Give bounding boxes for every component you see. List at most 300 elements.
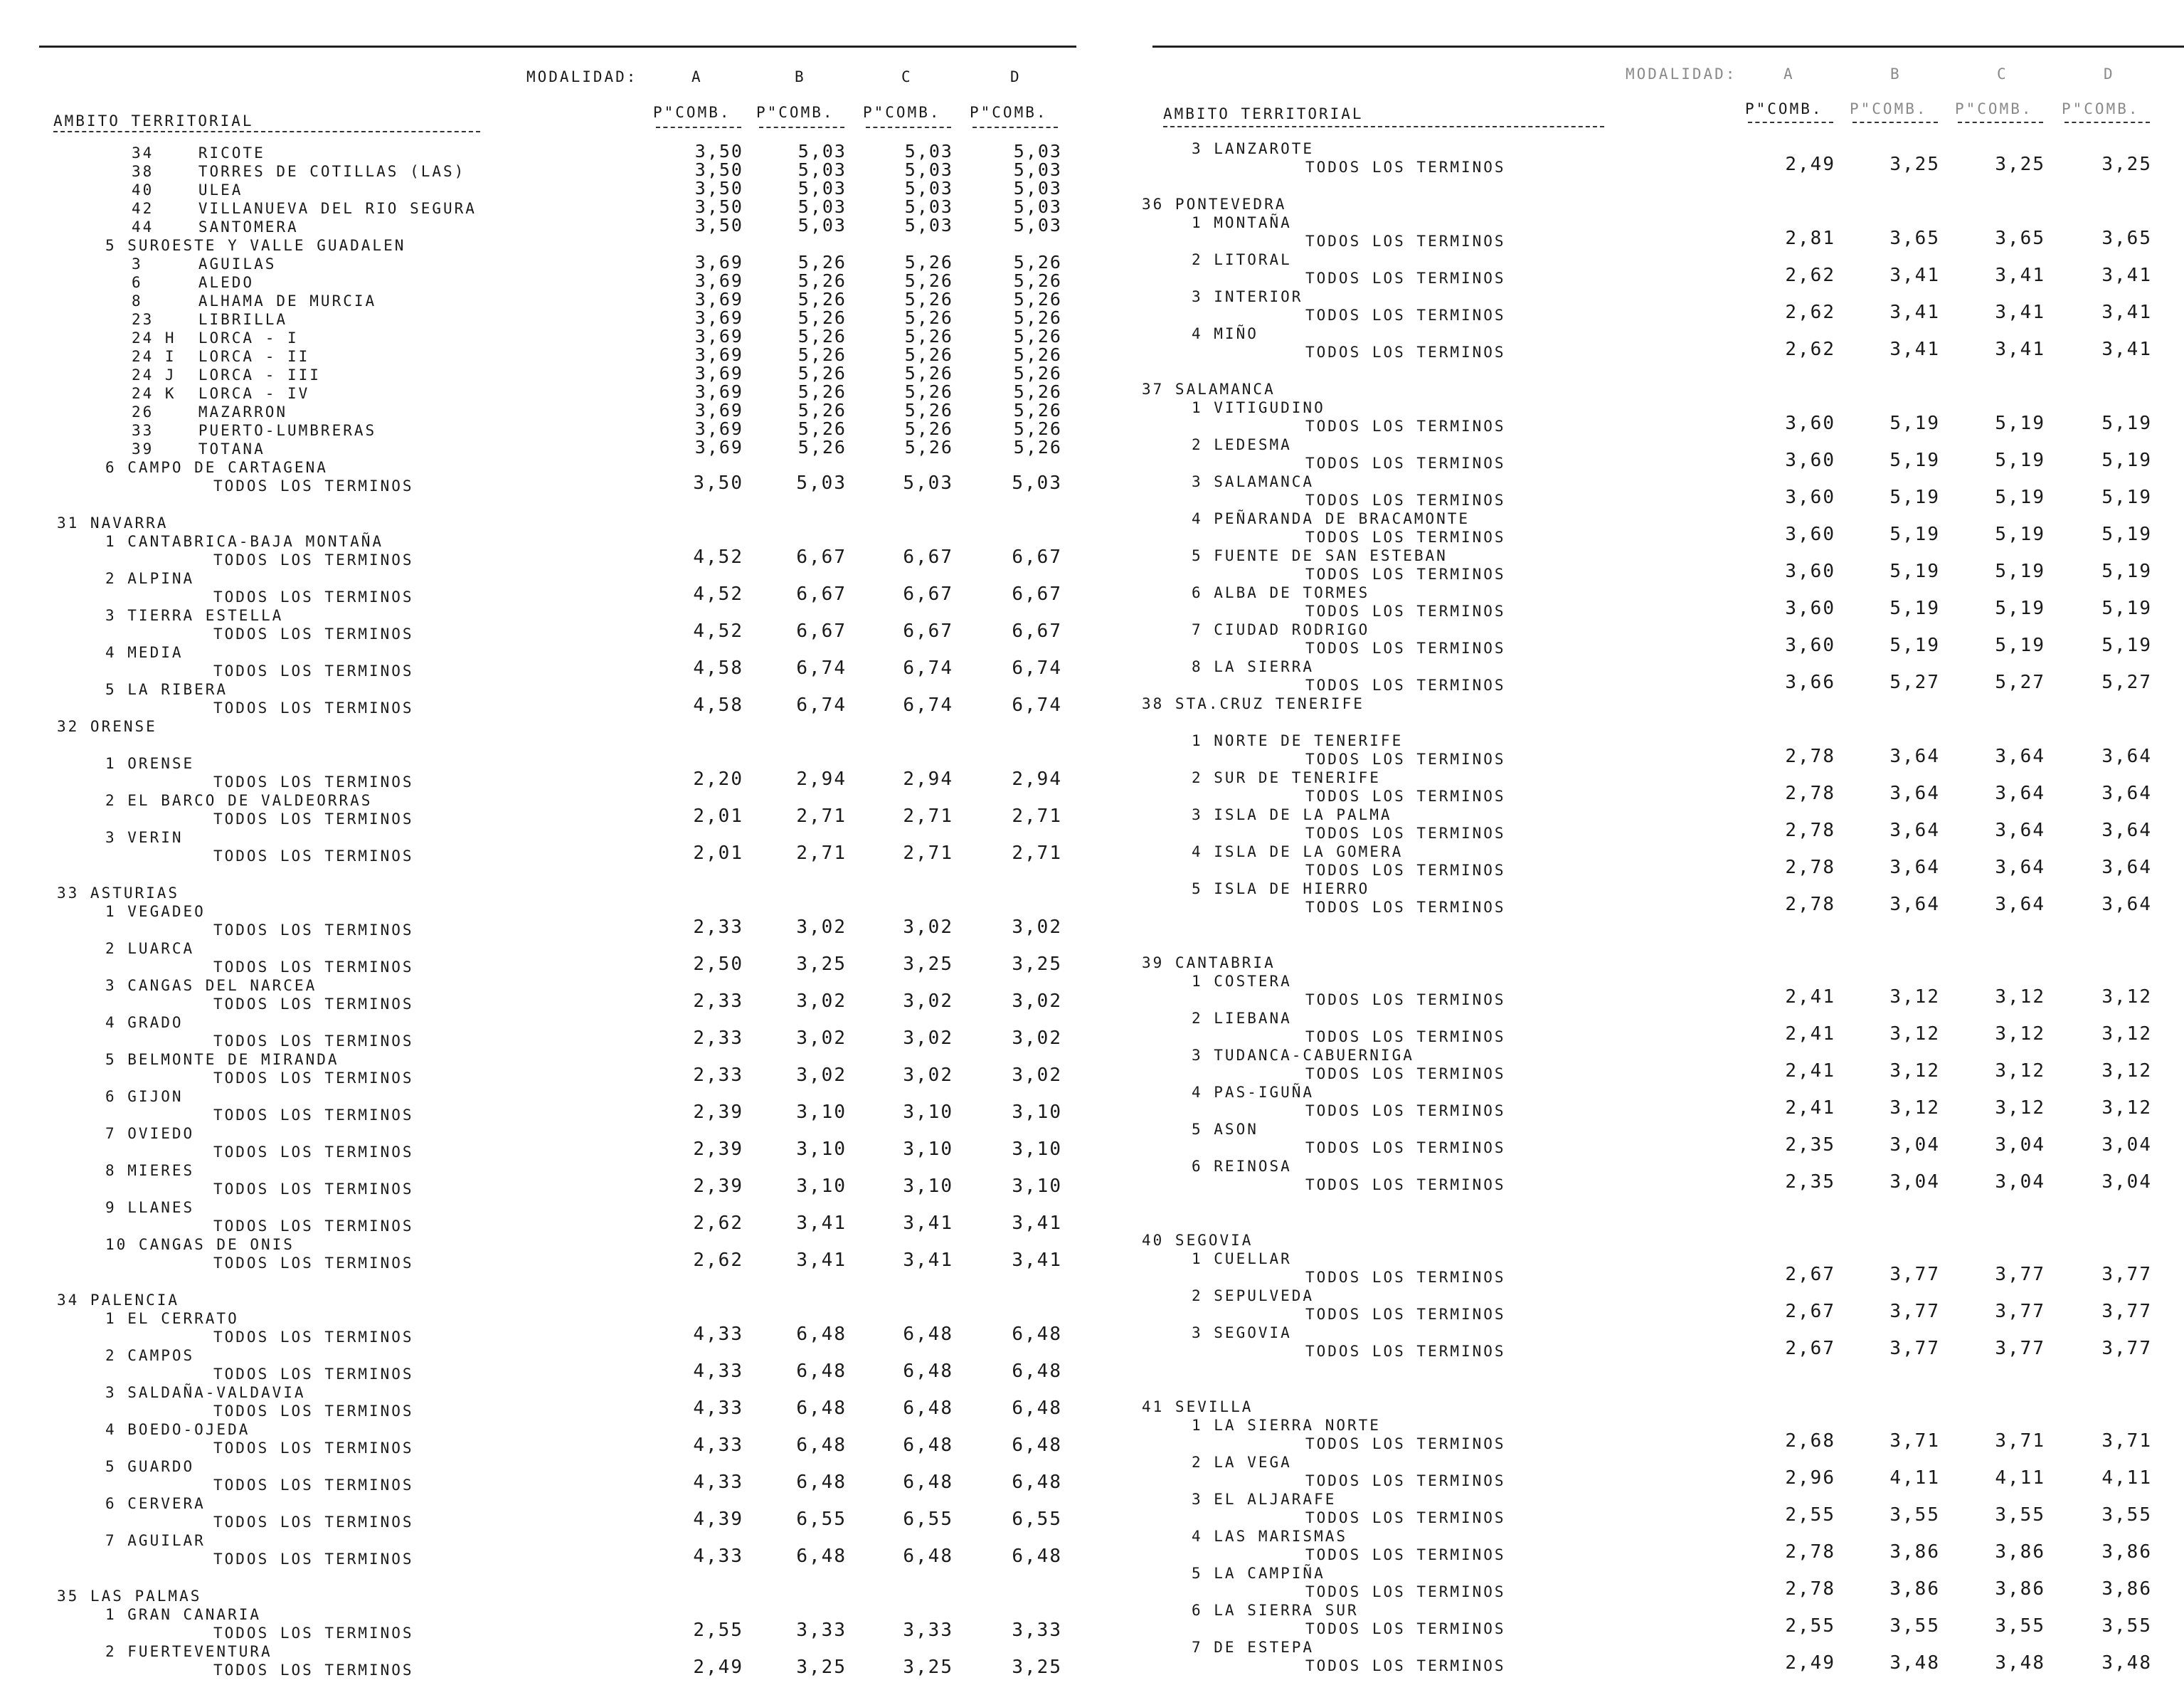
value-d: 5,19: [2101, 487, 2152, 508]
value-c: 6,48: [903, 1435, 953, 1456]
comarca-heading-label: 10 CANGAS DE ONIS: [105, 1236, 295, 1253]
todos-terminos-row-label: TODOS LOS TERMINOS: [1305, 307, 1506, 324]
value-c: 5,03: [904, 141, 953, 162]
column-header-a: P"COMB.: [653, 104, 731, 121]
comarca-heading-label: 3 LANZAROTE: [1192, 140, 1315, 157]
comarca-heading-label: 1 MONTAÑA: [1192, 214, 1292, 231]
value-d: 5,03: [1013, 178, 1062, 199]
column-letter-a: A: [1783, 65, 1795, 83]
value-d: 6,67: [1012, 546, 1062, 568]
comarca-heading-label: 4 PAS-IGUÑA: [1192, 1084, 1315, 1101]
value-d: 6,48: [1012, 1361, 1062, 1382]
value-a: 3,69: [694, 344, 743, 365]
comarca-heading-label: 5 LA CAMPIÑA: [1192, 1565, 1325, 1582]
value-c: 3,10: [903, 1176, 953, 1197]
todos-terminos-row-label: TODOS LOS TERMINOS: [1305, 1102, 1506, 1119]
value-a: 2,67: [1785, 1301, 1835, 1322]
comarca-heading-label: 7 OVIEDO: [105, 1125, 195, 1142]
todos-terminos-row-label: TODOS LOS TERMINOS: [1305, 603, 1506, 620]
value-d: 5,19: [2101, 635, 2152, 656]
column-letter-d: D: [2104, 65, 2115, 83]
todos-terminos-row-label: TODOS LOS TERMINOS: [213, 1144, 414, 1161]
value-d: 6,48: [1012, 1472, 1062, 1493]
todos-terminos-row-label: TODOS LOS TERMINOS: [1305, 640, 1506, 657]
ambito-label: AMBITO TERRITORIAL: [1163, 105, 1364, 122]
value-b: 3,10: [796, 1102, 847, 1123]
value-d: 6,48: [1012, 1324, 1062, 1345]
value-c: 3,02: [903, 1028, 953, 1049]
value-a: 3,50: [694, 215, 743, 236]
value-b: 3,41: [796, 1250, 847, 1271]
value-c: 3,12: [1995, 1023, 2045, 1045]
value-b: 6,74: [796, 658, 847, 679]
value-d: 3,02: [1012, 917, 1062, 938]
value-d: 5,26: [1013, 270, 1062, 291]
comarca-heading-label: 4 ISLA DE LA GOMERA: [1192, 843, 1404, 860]
value-b: 6,48: [796, 1361, 847, 1382]
value-b: 5,03: [797, 215, 847, 236]
comarca-heading-label: 3 SEGOVIA: [1192, 1324, 1292, 1341]
value-c: 3,04: [1995, 1171, 2045, 1193]
value-d: 3,02: [1012, 991, 1062, 1012]
value-d: 3,64: [2101, 820, 2152, 841]
value-a: 3,69: [694, 418, 743, 439]
province-heading-label: 39 CANTABRIA: [1142, 954, 1276, 971]
value-b: 5,19: [1889, 635, 1940, 656]
todos-terminos-row-label: TODOS LOS TERMINOS: [1305, 566, 1506, 583]
value-c: 5,26: [904, 363, 953, 384]
value-c: 5,26: [904, 381, 953, 402]
column-letter-c: C: [1997, 65, 2008, 83]
value-a: 3,69: [694, 252, 743, 273]
column-underline: [1958, 122, 2043, 123]
municipality-row-label: 42 VILLANUEVA DEL RIO SEGURA: [132, 200, 477, 217]
municipality-row-label: 23 LIBRILLA: [132, 311, 288, 328]
todos-terminos-row-label: TODOS LOS TERMINOS: [213, 588, 414, 606]
comarca-heading-label: 4 MEDIA: [105, 644, 184, 661]
value-a: 2,41: [1785, 1097, 1835, 1119]
municipality-row-label: 3 AGUILAS: [132, 255, 277, 273]
value-c: 3,86: [1995, 1578, 2045, 1600]
value-d: 5,03: [1012, 472, 1062, 494]
comarca-heading-label: 3 ISLA DE LA PALMA: [1192, 806, 1392, 823]
value-a: 2,62: [1785, 339, 1835, 360]
value-a: 2,39: [693, 1139, 743, 1160]
value-b: 3,64: [1889, 857, 1940, 878]
value-a: 3,66: [1785, 672, 1835, 693]
value-a: 2,33: [693, 991, 743, 1012]
comarca-heading-label: 7 DE ESTEPA: [1192, 1639, 1315, 1656]
value-a: 2,33: [693, 1065, 743, 1086]
value-a: 3,69: [694, 289, 743, 310]
value-a: 2,49: [1785, 154, 1835, 175]
value-d: 3,02: [1012, 1065, 1062, 1086]
column-underline: [759, 127, 844, 128]
value-d: 3,64: [2101, 857, 2152, 878]
value-a: 2,78: [1785, 857, 1835, 878]
value-a: 2,78: [1785, 820, 1835, 841]
value-d: 4,11: [2101, 1467, 2152, 1489]
modalidad-label: MODALIDAD:: [1626, 65, 1737, 83]
column-header-b: P"COMB.: [756, 104, 834, 121]
comarca-heading-label: 1 CUELLAR: [1192, 1250, 1292, 1267]
value-a: 2,62: [693, 1250, 743, 1271]
comarca-heading-label: 4 MIÑO: [1192, 325, 1258, 342]
column-header-d: P"COMB.: [970, 104, 1048, 121]
comarca-heading-label: 1 GRAN CANARIA: [105, 1606, 262, 1623]
value-c: 6,74: [903, 695, 953, 716]
value-b: 5,26: [797, 381, 847, 402]
value-d: 3,02: [1012, 1028, 1062, 1049]
todos-terminos-row-label: TODOS LOS TERMINOS: [1305, 1435, 1506, 1452]
value-c: 3,02: [903, 917, 953, 938]
column-underline: [866, 127, 951, 128]
todos-terminos-row-label: TODOS LOS TERMINOS: [213, 1662, 414, 1679]
value-c: 5,19: [1995, 561, 2045, 582]
value-a: 2,68: [1785, 1430, 1835, 1452]
value-a: 2,01: [693, 806, 743, 827]
value-b: 3,04: [1889, 1134, 1940, 1156]
comarca-heading-label: 1 NORTE DE TENERIFE: [1192, 732, 1404, 749]
value-a: 4,39: [693, 1509, 743, 1530]
todos-terminos-row-label: TODOS LOS TERMINOS: [1305, 233, 1506, 250]
value-b: 3,12: [1889, 1060, 1940, 1082]
value-b: 5,03: [797, 141, 847, 162]
todos-terminos-row-label: TODOS LOS TERMINOS: [213, 1366, 414, 1383]
value-d: 3,64: [2101, 894, 2152, 915]
value-b: 5,26: [797, 252, 847, 273]
column-header-c: P"COMB.: [1955, 100, 2033, 117]
comarca-heading-label: 6 CERVERA: [105, 1495, 206, 1512]
value-c: 5,19: [1995, 524, 2045, 545]
value-d: 3,64: [2101, 783, 2152, 804]
municipality-row-label: 44 SANTOMERA: [132, 218, 299, 236]
value-c: 6,48: [903, 1324, 953, 1345]
value-d: 3,77: [2101, 1264, 2152, 1285]
value-c: 3,71: [1995, 1430, 2045, 1452]
comarca-heading-label: 8 MIERES: [105, 1162, 195, 1179]
value-c: 3,25: [903, 954, 953, 975]
comarca-heading-label: 3 EL ALJARAFE: [1192, 1491, 1337, 1508]
modalidad-label: MODALIDAD:: [526, 68, 638, 85]
value-b: 5,19: [1889, 598, 1940, 619]
comarca-heading-label: 3 SALAMANCA: [1192, 473, 1315, 490]
value-c: 3,12: [1995, 1097, 2045, 1119]
value-b: 5,19: [1889, 450, 1940, 471]
value-a: 3,69: [694, 381, 743, 402]
value-a: 2,78: [1785, 894, 1835, 915]
comarca-heading-label: 1 EL CERRATO: [105, 1310, 239, 1327]
province-heading-label: 32 ORENSE: [57, 718, 157, 735]
todos-terminos-row-label: TODOS LOS TERMINOS: [1305, 788, 1506, 805]
column-letter-b: B: [795, 68, 806, 85]
comarca-heading-label: 3 VERIN: [105, 829, 184, 846]
value-a: 2,33: [693, 917, 743, 938]
municipality-row-label: 38 TORRES DE COTILLAS (LAS): [132, 163, 466, 180]
column-header-a: P"COMB.: [1745, 100, 1823, 117]
value-a: 4,33: [693, 1546, 743, 1567]
value-a: 3,69: [694, 437, 743, 458]
value-a: 4,52: [693, 546, 743, 568]
todos-terminos-row-label: TODOS LOS TERMINOS: [1305, 1620, 1506, 1637]
value-d: 3,10: [1012, 1139, 1062, 1160]
value-c: 3,33: [903, 1620, 953, 1641]
value-d: 3,77: [2101, 1338, 2152, 1359]
comarca-heading-label: 4 LAS MARISMAS: [1192, 1528, 1348, 1545]
comarca-heading-label: 2 CAMPOS: [105, 1347, 195, 1364]
value-b: 3,02: [796, 917, 847, 938]
value-d: 3,12: [2101, 1060, 2152, 1082]
value-c: 3,02: [903, 1065, 953, 1086]
todos-terminos-row-label: TODOS LOS TERMINOS: [213, 996, 414, 1013]
value-b: 5,26: [797, 289, 847, 310]
todos-terminos-row-label: TODOS LOS TERMINOS: [1305, 1065, 1506, 1082]
value-b: 3,55: [1889, 1615, 1940, 1637]
value-d: 5,26: [1013, 252, 1062, 273]
value-a: 2,49: [693, 1657, 743, 1678]
value-d: 3,25: [1012, 1657, 1062, 1678]
value-b: 3,12: [1889, 1097, 1940, 1119]
todos-terminos-row-label: TODOS LOS TERMINOS: [1305, 1583, 1506, 1600]
value-c: 6,48: [903, 1546, 953, 1567]
value-d: 3,12: [2101, 986, 2152, 1008]
value-d: 3,10: [1012, 1102, 1062, 1123]
value-c: 3,41: [1995, 265, 2045, 286]
todos-terminos-row-label: TODOS LOS TERMINOS: [213, 1255, 414, 1272]
value-c: 3,12: [1995, 1060, 2045, 1082]
value-b: 3,25: [1889, 154, 1940, 175]
value-a: 2,78: [1785, 783, 1835, 804]
value-a: 2,41: [1785, 986, 1835, 1008]
value-b: 6,48: [796, 1546, 847, 1567]
value-b: 3,64: [1889, 783, 1940, 804]
value-b: 3,12: [1889, 1023, 1940, 1045]
value-d: 3,86: [2101, 1578, 2152, 1600]
value-a: 3,50: [694, 141, 743, 162]
ambito-underline: [1163, 126, 1604, 127]
comarca-heading-label: 2 LUARCA: [105, 940, 195, 957]
value-a: 3,60: [1785, 450, 1835, 471]
value-a: 4,52: [693, 584, 743, 605]
value-b: 3,12: [1889, 986, 1940, 1008]
value-c: 5,26: [904, 270, 953, 291]
todos-terminos-row-label: TODOS LOS TERMINOS: [1305, 270, 1506, 287]
value-d: 5,19: [2101, 524, 2152, 545]
municipality-row-label: 24 I LORCA - II: [132, 348, 310, 365]
value-c: 5,26: [904, 252, 953, 273]
comarca-heading-label: 5 ISLA DE HIERRO: [1192, 880, 1370, 897]
value-a: 2,81: [1785, 228, 1835, 249]
column-underline: [656, 127, 741, 128]
value-d: 3,10: [1012, 1176, 1062, 1197]
value-b: 6,67: [796, 546, 847, 568]
todos-terminos-row-label: TODOS LOS TERMINOS: [213, 922, 414, 939]
value-c: 6,48: [903, 1472, 953, 1493]
todos-terminos-row-label: TODOS LOS TERMINOS: [1305, 825, 1506, 842]
value-b: 5,26: [797, 270, 847, 291]
province-heading-label: 41 SEVILLA: [1142, 1398, 1253, 1415]
value-c: 3,41: [903, 1250, 953, 1271]
value-c: 3,64: [1995, 820, 2045, 841]
value-a: 4,52: [693, 621, 743, 642]
comarca-heading-label: 4 PEÑARANDA DE BRACAMONTE: [1192, 510, 1470, 527]
value-d: 5,26: [1013, 307, 1062, 328]
value-b: 6,67: [796, 621, 847, 642]
value-b: 5,26: [797, 326, 847, 347]
todos-terminos-row-label: TODOS LOS TERMINOS: [1305, 344, 1506, 361]
column-letter-d: D: [1010, 68, 1022, 85]
value-c: 5,26: [904, 418, 953, 439]
value-d: 3,33: [1012, 1620, 1062, 1641]
value-c: 3,77: [1995, 1264, 2045, 1285]
value-d: 2,71: [1012, 843, 1062, 864]
column-letter-c: C: [901, 68, 913, 85]
todos-terminos-row-label: TODOS LOS TERMINOS: [213, 1477, 414, 1494]
value-d: 5,26: [1013, 418, 1062, 439]
value-b: 5,03: [797, 159, 847, 180]
value-a: 3,50: [694, 159, 743, 180]
todos-terminos-row-label: TODOS LOS TERMINOS: [213, 810, 414, 828]
todos-terminos-row-label: TODOS LOS TERMINOS: [213, 848, 414, 865]
province-heading-label: 38 STA.CRUZ TENERIFE: [1142, 695, 1364, 712]
value-d: 3,12: [2101, 1023, 2152, 1045]
comarca-heading-label: 4 BOEDO-OJEDA: [105, 1421, 250, 1438]
value-c: 6,48: [903, 1361, 953, 1382]
value-b: 3,64: [1889, 746, 1940, 767]
comarca-heading-label: 6 LA SIERRA SUR: [1192, 1602, 1359, 1619]
value-b: 6,48: [796, 1398, 847, 1419]
value-b: 3,64: [1889, 894, 1940, 915]
value-d: 3,25: [2101, 154, 2152, 175]
todos-terminos-row-label: TODOS LOS TERMINOS: [1305, 1306, 1506, 1323]
value-a: 3,50: [694, 196, 743, 217]
comarca-heading-label: 1 VEGADEO: [105, 903, 206, 920]
value-b: 6,74: [796, 695, 847, 716]
comarca-heading-label: 2 LIEBANA: [1192, 1010, 1292, 1027]
value-b: 2,94: [796, 769, 847, 790]
value-b: 5,26: [797, 418, 847, 439]
todos-terminos-row-label: TODOS LOS TERMINOS: [1305, 418, 1506, 435]
todos-terminos-row-label: TODOS LOS TERMINOS: [213, 1218, 414, 1235]
value-a: 3,69: [694, 270, 743, 291]
value-b: 5,03: [796, 472, 847, 494]
value-a: 2,78: [1785, 1541, 1835, 1563]
value-c: 3,86: [1995, 1541, 2045, 1563]
value-a: 3,69: [694, 363, 743, 384]
comarca-heading-label: 3 TIERRA ESTELLA: [105, 607, 284, 624]
municipality-row-label: 24 H LORCA - I: [132, 329, 299, 347]
value-a: 4,33: [693, 1472, 743, 1493]
value-a: 4,33: [693, 1361, 743, 1382]
value-a: 4,33: [693, 1398, 743, 1419]
value-d: 3,41: [2101, 302, 2152, 323]
todos-terminos-row-label: TODOS LOS TERMINOS: [1305, 492, 1506, 509]
value-c: 3,55: [1995, 1504, 2045, 1526]
column-underline: [1852, 122, 1938, 123]
value-b: 5,03: [797, 178, 847, 199]
value-c: 5,26: [904, 307, 953, 328]
value-c: 3,41: [1995, 339, 2045, 360]
todos-terminos-row-label: TODOS LOS TERMINOS: [1305, 1509, 1506, 1526]
value-b: 3,41: [796, 1213, 847, 1234]
value-c: 3,41: [903, 1213, 953, 1234]
value-d: 5,27: [2101, 672, 2152, 693]
value-d: 3,41: [2101, 339, 2152, 360]
value-a: 2,55: [1785, 1615, 1835, 1637]
value-c: 3,10: [903, 1139, 953, 1160]
value-a: 3,69: [694, 307, 743, 328]
value-b: 4,11: [1889, 1467, 1940, 1489]
value-c: 3,77: [1995, 1301, 2045, 1322]
value-d: 3,48: [2101, 1652, 2152, 1674]
value-b: 2,71: [796, 843, 847, 864]
value-a: 2,49: [1785, 1652, 1835, 1674]
todos-terminos-row-label: TODOS LOS TERMINOS: [1305, 899, 1506, 916]
value-d: 3,77: [2101, 1301, 2152, 1322]
value-d: 3,65: [2101, 228, 2152, 249]
value-b: 3,10: [796, 1139, 847, 1160]
value-a: 2,20: [693, 769, 743, 790]
todos-terminos-row-label: TODOS LOS TERMINOS: [1305, 1176, 1506, 1193]
value-b: 3,65: [1889, 228, 1940, 249]
value-a: 4,33: [693, 1435, 743, 1456]
value-d: 3,86: [2101, 1541, 2152, 1563]
value-d: 2,71: [1012, 806, 1062, 827]
comarca-heading-label: 2 SUR DE TENERIFE: [1192, 769, 1381, 786]
todos-terminos-row-label: TODOS LOS TERMINOS: [213, 1033, 414, 1050]
value-c: 5,19: [1995, 487, 2045, 508]
value-c: 5,03: [903, 472, 953, 494]
value-c: 5,27: [1995, 672, 2045, 693]
value-b: 3,10: [796, 1176, 847, 1197]
value-a: 3,60: [1785, 635, 1835, 656]
value-b: 3,25: [796, 954, 847, 975]
value-c: 3,77: [1995, 1338, 2045, 1359]
value-c: 5,03: [904, 196, 953, 217]
todos-terminos-row-label: TODOS LOS TERMINOS: [213, 1514, 414, 1531]
comarca-heading-label: 7 CIUDAD RODRIGO: [1192, 621, 1370, 638]
value-a: 2,41: [1785, 1023, 1835, 1045]
value-c: 3,41: [1995, 302, 2045, 323]
todos-terminos-row-label: TODOS LOS TERMINOS: [213, 477, 414, 495]
value-b: 5,19: [1889, 561, 1940, 582]
value-b: 5,27: [1889, 672, 1940, 693]
comarca-heading-label: 7 AGUILAR: [105, 1532, 206, 1549]
value-a: 4,58: [693, 695, 743, 716]
value-b: 6,55: [796, 1509, 847, 1530]
value-d: 6,67: [1012, 621, 1062, 642]
value-c: 5,03: [904, 178, 953, 199]
column-underline: [2064, 122, 2150, 123]
value-c: 3,64: [1995, 857, 2045, 878]
value-a: 3,69: [694, 400, 743, 421]
column-underline: [1748, 122, 1833, 123]
value-a: 3,60: [1785, 487, 1835, 508]
value-d: 5,03: [1013, 159, 1062, 180]
todos-terminos-row-label: TODOS LOS TERMINOS: [213, 1551, 414, 1568]
todos-terminos-row-label: TODOS LOS TERMINOS: [1305, 751, 1506, 768]
value-a: 3,60: [1785, 598, 1835, 619]
value-d: 5,19: [2101, 598, 2152, 619]
value-c: 5,19: [1995, 413, 2045, 434]
value-d: 5,19: [2101, 450, 2152, 471]
value-b: 5,19: [1889, 487, 1940, 508]
value-c: 5,03: [904, 159, 953, 180]
value-a: 2,41: [1785, 1060, 1835, 1082]
comarca-heading-label: 8 LA SIERRA: [1192, 658, 1315, 675]
value-c: 2,71: [903, 843, 953, 864]
value-b: 6,48: [796, 1435, 847, 1456]
